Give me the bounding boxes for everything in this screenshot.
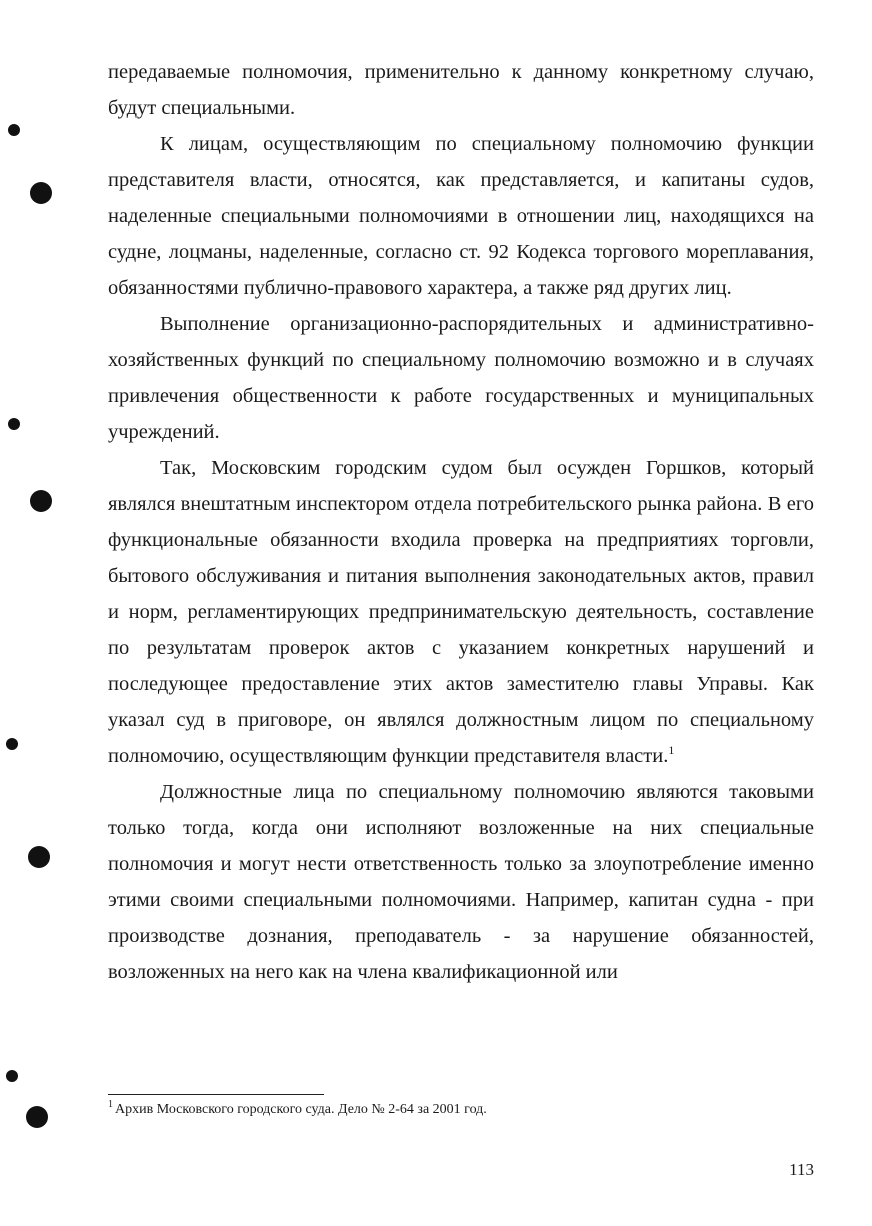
paragraph-text: Так, Московским городским судом был осужден Горшков, который являлся внештатным инспектором отдела потребительского рынка района. В его функциональные обязанности входила проверка на предприятиях торговли, бытового обслуживания и питания выполнения законодательных актов, правил и норм, регламентирующих предпринимательскую деятельность, составление по результатам проверок актов с указанием конкретных нарушений и последующее предоставление этих актов заместителю главы Управы. Как указал суд в приговоре, он являлся должностным лицом по специальному полномочию, осуществляющим функции представителя власти.: [108, 457, 814, 767]
punch-hole-icon: [30, 490, 52, 512]
paragraph: [108, 54, 814, 126]
punch-hole-icon: [30, 182, 52, 204]
body-text: [108, 54, 814, 990]
footnote-text: Архив Московского городского суда. Дело № 2-64 за 2001 год.: [115, 1102, 487, 1117]
page-number: 113: [789, 1160, 814, 1179]
punch-hole-icon: [8, 418, 20, 430]
footnote-reference[interactable]: 1: [668, 743, 675, 757]
paragraph: [108, 126, 814, 306]
paragraph-text: Выполнение организационно-распорядительных и административно-хозяйственных функций по специальному полномочию возможно и в случаях привлечения общественности к работе государственных и муниципальных учреждений.: [108, 313, 814, 443]
punch-hole-icon: [6, 1070, 18, 1082]
punch-hole-icon: [6, 738, 18, 750]
paragraph-text: Должностные лица по специальному полномочию являются таковыми только тогда, когда они исполняют возложенные на них специальные полномочия и могут нести ответственность только за злоупотребление именно этими своими специальными полномочиями. Например, капитан судна - при производстве дознания, преподаватель - за нарушение обязанностей, возложенных на него как на члена квалификационной или: [108, 781, 814, 983]
paragraph: [108, 774, 814, 990]
paragraph-text: передаваемые полномочия, применительно к данному конкретному случаю, будут специальными.: [108, 61, 814, 119]
punch-hole-icon: [26, 1106, 48, 1128]
footnote-mark: 1: [108, 1099, 113, 1110]
punch-hole-icon: [8, 124, 20, 136]
punch-hole-icon: [28, 846, 50, 868]
footnote: [108, 1100, 814, 1120]
paragraph: [108, 450, 814, 774]
footnote-separator: [108, 1094, 324, 1095]
paragraph: [108, 306, 814, 450]
paragraph-text: К лицам, осуществляющим по специальному полномочию функции представителя власти, относятся, как представляется, и капитаны судов, наделенные специальными полномочиями в отношении лиц, находящихся на судне, лоцманы, наделенные, согласно ст. 92 Кодекса торгового мореплавания, обязанностями публично-правового характера, а также ряд других лиц.: [108, 133, 814, 299]
